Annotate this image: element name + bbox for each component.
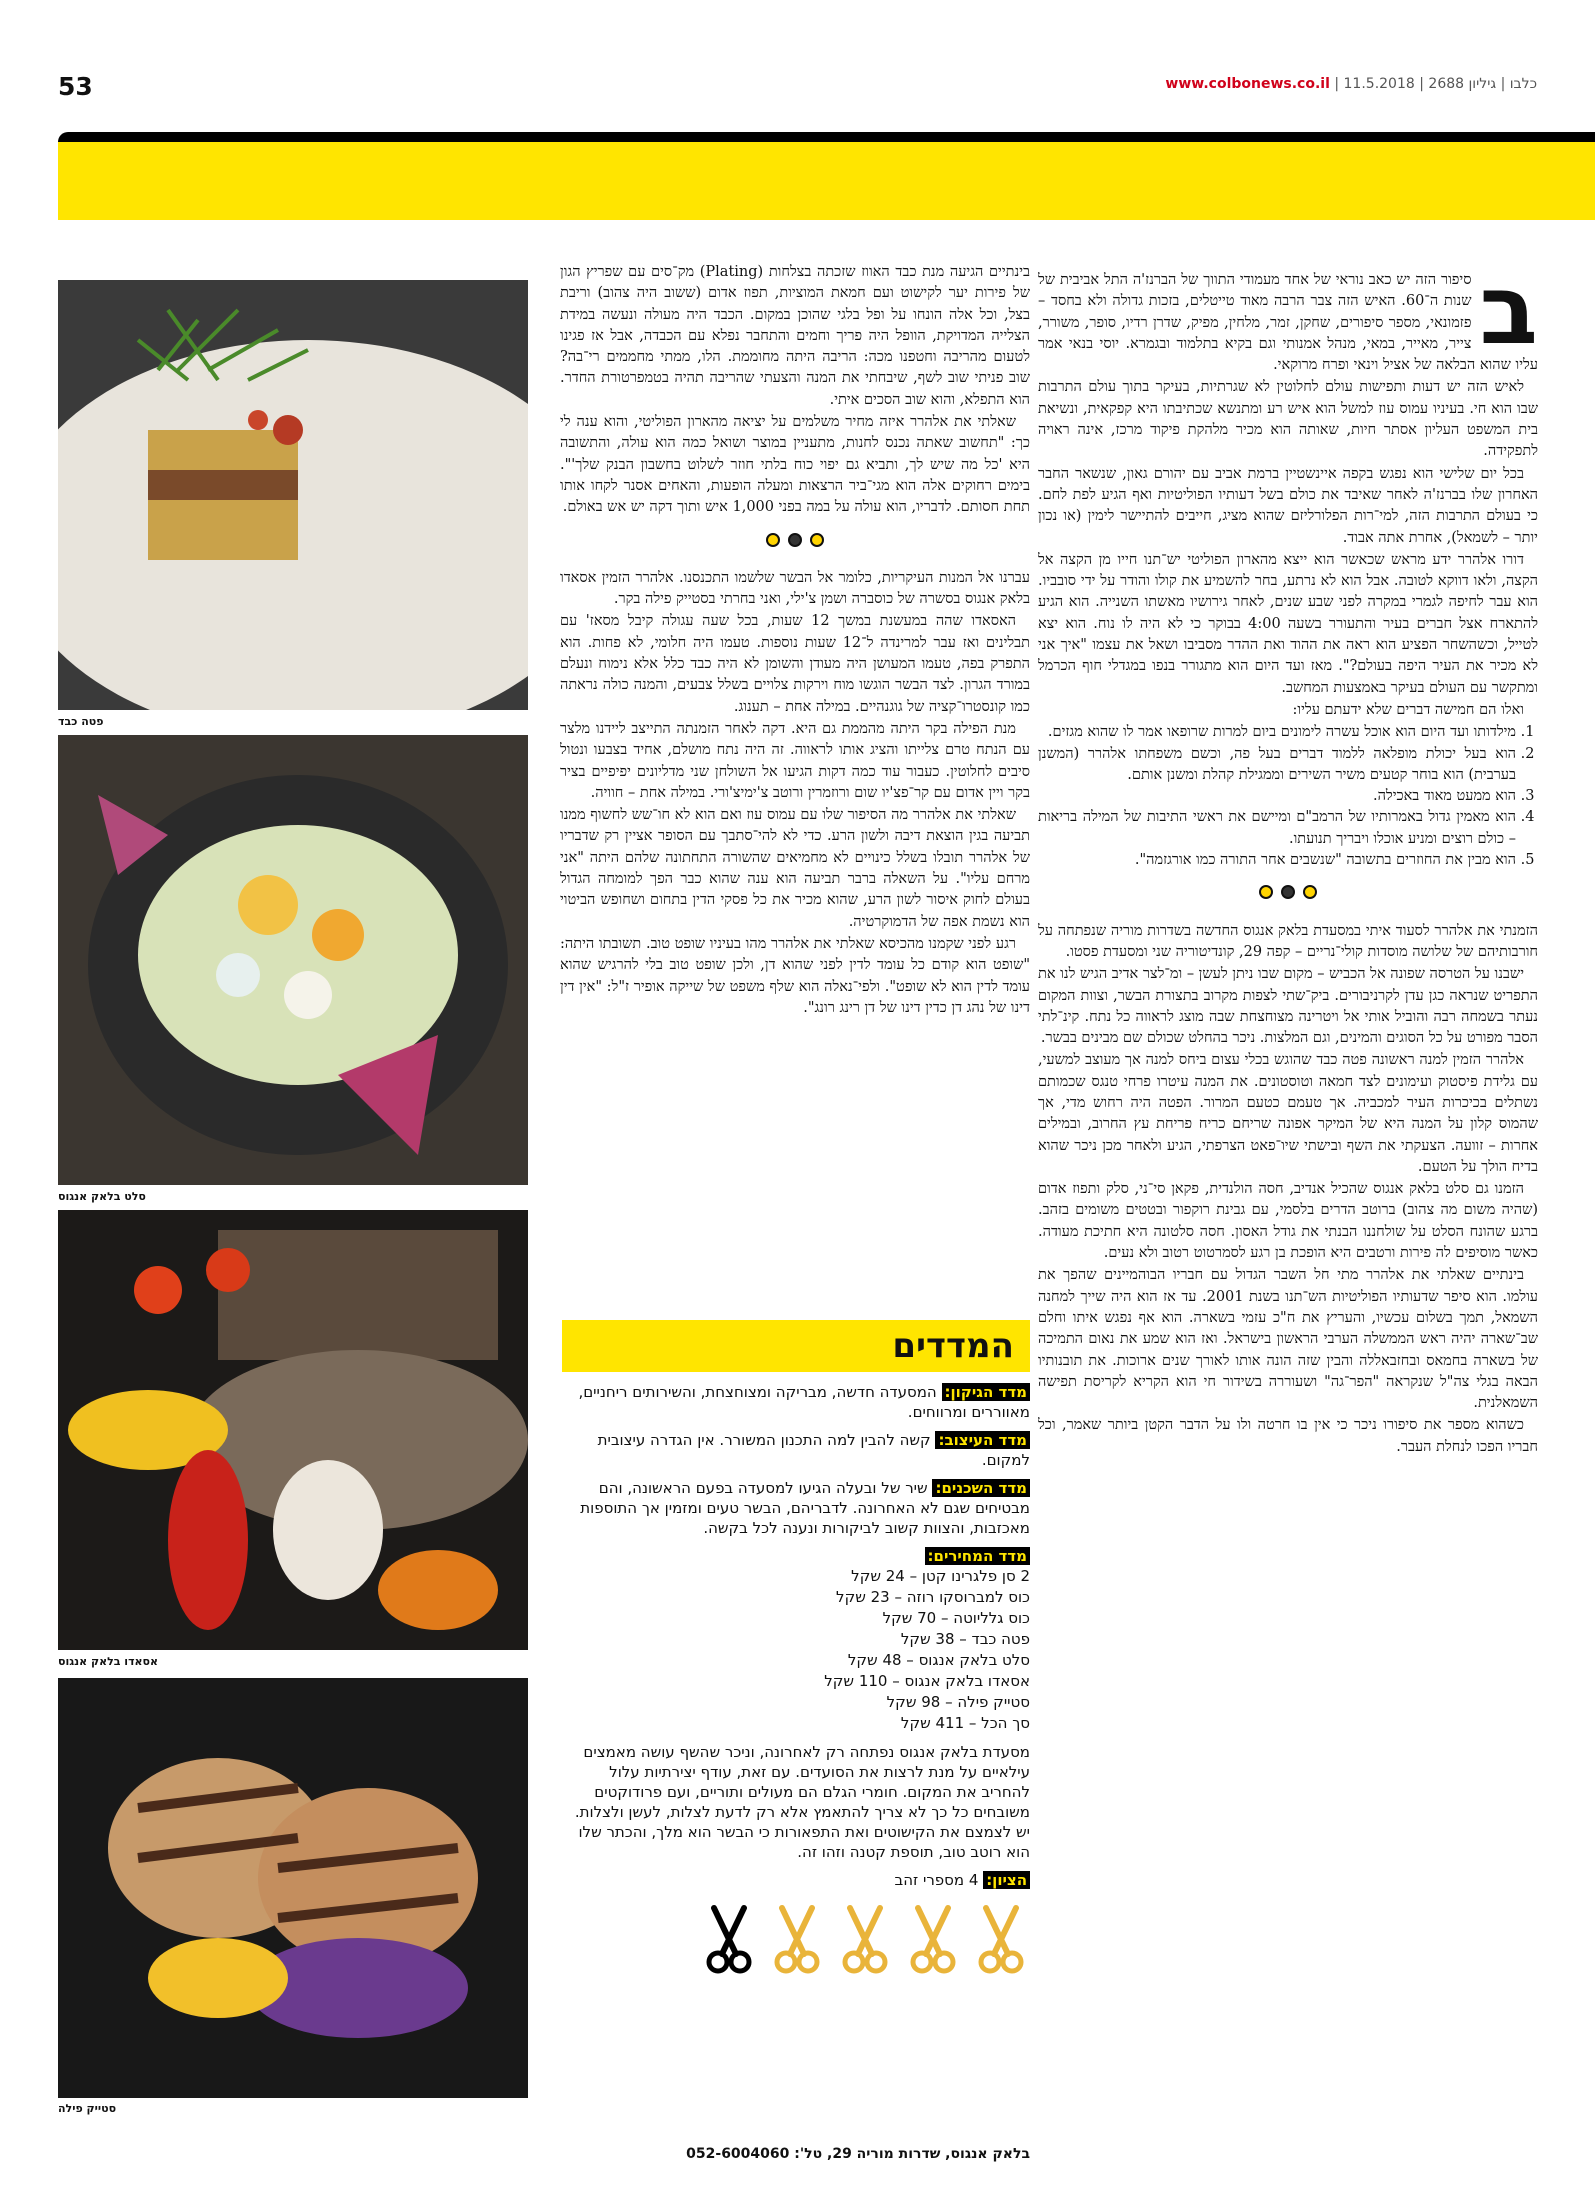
- price-item: כוס למברוסקו רוזה – 23 שקל: [836, 1588, 1030, 1606]
- price-item: 2 סן פלגרינו קטן – 24 שקל: [851, 1567, 1030, 1585]
- section-divider: [560, 533, 1030, 554]
- issue-info: כלבו | גיליון 2688 | 11.5.2018: [1343, 76, 1537, 92]
- paragraph: סיפור הזה יש כאב נוראי של אחד מעמודי התווך של הברנז'ה התל אביבית של שנות ה־60. האיש הזה צבר הרבה מאוד טייטלים, בזכות גדולה ולא בחסד – פזמונאי, מספר סיפורים, שחקן, זמר, מלחין, מפיק, שדרן רדיו, סופר, משורר, צייר, מאייר, במאי, מנהל אמנותי וגם בקיא בתלמוד ובגמרא. יוסי בנאי אמר עליו שהוא הבלאה של אציל וינאי ופרח מרוקאי.: [1038, 272, 1538, 374]
- facts-list: [1038, 722, 1538, 871]
- scissors-gold-icon: [972, 1904, 1030, 1976]
- paragraph: האסאדו שהה במעשנת במשך 12 שעות, בכל שעה עגולה קיבל מסאז' עם תבלינים ואז עבר למרינדה ל־12 שעות נוספות. טעמו היה חלומי, לא פחות. הוא התפרק בפה, טעמו המעושן היה מעודן והשומן לא היה כבד כלל אלא נימוח ונעלם במורד הגרון. לצד הבשר הוגשו מוח וירקות צלויים בשלל צבעים, והמנה כולה נראתה כמו קונסטרו־קציה של גוגנהיים. במילה אחת – תענוג.: [560, 613, 1030, 715]
- criterion-label: מדד השכנים:: [932, 1479, 1030, 1497]
- criterion-text: שיר של ובעלה הגיעו למסעדה בפעם הראשונה, והם מבטיחים שגם לא האחרונה. לדבריהם, הבשר טעים ומזמין אך התוספות מאכזבות, והצוות קשוב לביקורות ונענה לכל בקשה.: [580, 1479, 1030, 1537]
- rating: [562, 1870, 1030, 1890]
- criterion-label: מדד העיצוב:: [935, 1431, 1030, 1449]
- scissors-gold-icon: [836, 1904, 894, 1976]
- criterion-label: מדד הגיקון:: [942, 1383, 1030, 1401]
- paragraph: שאלתי את אלהרר מה הסיפור שלו עם עמוס עוז ואם הוא לא חו־שש לחשוף ממנו תביעה בגין הוצאת דיבה ולשון הרע. כדי לא להי־סתבך עם הסופר אציין רק שדבריו של אלהרר תובלו בשלל כינויים לא מחמיאים שהשורה התחתונה שלהם היתה "אני מרחם עליו". על השאלה ברבר תביעה הוא ענה שהוא כבר הפך למומחה הגדול בעולם לחוק איסור לשון הרע, שהוא מכיר את כל פסקי הדין בתחום ושחופש הביטוי הוא נשמת אפה של הדמוקרטיה.: [560, 807, 1030, 930]
- yellow-banner: [58, 142, 1595, 220]
- paragraph: שאלתי את אלהרר איזה מחיר משלמים על יציאה מהארון הפוליטי, והוא ענה לי כך: "תחשוב שאתה נכנס לחנות, מתעניין במוצר ושואל כמה הוא עולה, והתשובה היא 'כל מה שיש לך, ותביא גם יפוי כוח בלתי חוזר לשלוט בחשבון הבנק שלך'". בימים רחוקים אלה הוא מגי־ביר הרצאות ומעלה הופעות, והאחים אסנר לקחו אותו תחת חסותם. לדבריו, הוא עולה על במה בפני 1,000 איש ותוך דקה יש אש באולם.: [560, 414, 1030, 516]
- paragraph: דורו אלהרר ידע מראש שכאשר הוא ייצא מהארון הפוליטי יש־תנו חייו מן הקצה אל הקצה, ולאו דווקא לטובה. אבל הוא לא נרתע, בחר להשמיע את קולו והודר על ידי סובביו. הוא עבר לחיפה לגמרי במקרה לפני שבע שנים, לאחר גירושיו מאשתו השנייה. הוא הגיע להתארח אצל חברים בעיר והתעורר בשעה 4:00 בבוקר כי לא היה לו נוח. הוא יצא לטייל, וכשהשחר הפציע הוא ראה את ההוד ואת ההדר מסביבו ושאל את עצמו "איך אני לא מכיר את העיר היפה בעולם?". מאז ועד היום הוא מתגורר בנפו במגדלי חוף הכרמל ומתקשר עם העולם בעיקר באמצעות המחשב.: [1038, 551, 1538, 696]
- page-number: 53: [58, 72, 93, 101]
- paragraph: בינתיים הגיעה מנת כבד האווז שזכתה בצלחות (Plating) מק־סים עם שפריץ הגון של פירות יער לקישוט ועם חמאת המוציות, תפוז אדום (ששוב היה צהוב) וריבת בצל, וכל אלה הונחו על ופל בלגי שהוכן במקום. הכבד היה מעולה ונעשה במידת הצלייה המדויקת, הוופל היה פריך וחמים והתחבר נפלא עם הכבדה, אבל אז פגינו לטעום מהריבה וחטפנו מכה: הריבה היתה מחוממת. הלו, ממתי מחממים רי־בה? שוב פניתי שוב לשף, שיבחתי את המנה והצעתי שהריבה תהיה בטמפרטורת החדר. הוא התפלא, והוא שוב הסכים איתי.: [560, 264, 1030, 408]
- list-item: 4. הוא מאמין גדול באמרותיו של הרמב"ם ומיישם את ראשי התיבות של המילה בריאות – כולם רוצים ומניע אוכלו ויבריך תנועתו.: [1038, 807, 1516, 850]
- price-item: אסאדו בלאק אנגוס – 110 שקל: [824, 1672, 1030, 1690]
- photo-caption: סלט בלאק אנגוס: [58, 1190, 146, 1203]
- criterion-neighbors: [562, 1478, 1030, 1538]
- photo-foie-gras: [58, 280, 528, 710]
- photo-caption: סטייק פילה: [58, 2102, 117, 2115]
- article-column-2: [560, 262, 1030, 1302]
- top-black-bar: [58, 132, 1595, 142]
- box-title: המדדים: [562, 1320, 1030, 1372]
- photo-caption: פטה כבד: [58, 715, 104, 728]
- photo-caption: אסאדו בלאק אנגוס: [58, 1655, 159, 1668]
- summary-text: מסעדת בלאק אנגוס נפתחה רק לאחרונה, וניכר שהשף עושה מאמצים עילאיים על מנת לרצות את הסועדים. עם זאת, עודף יצירתיות עלול להחריב את המקום. חומרי הגלם הם מעולים ותוריים, ועם פרודוקטים משובחים כל כך לא צריך להתאמץ אלא רק לדעת לצלות, לעשן ולצלות. יש לצמצם את הקישוטים ואת התפאורות כי הבשר הוא מלך, והכתר שלו הוא רוטב טוב, תוספת קטנה וזהו זה.: [574, 1743, 1030, 1861]
- paragraph: כשהוא מספר את סיפורו ניכר כי אין בו חרטה ולו על הדבר הקטן ביותר שאמר, וכל חבריו הפכו לנחלת העבר.: [1038, 1417, 1538, 1455]
- scissors-gold-icon: [904, 1904, 962, 1976]
- price-item: סטייק פילה – 98 שקל: [886, 1693, 1030, 1711]
- article-column-1: [1038, 270, 1538, 1970]
- paragraph: מנת הפילה בקר היתה מהממת גם היא. דקה לאחר הזמנתה התייצב ליידנו מלצר עם הנתח טרם צלייתו והציג אותו לראווה. זה היה נתח מושלם, אחיד בצבעו ונטול סיבים לחלוטין. כעבור עוד כמה דקות הגיעו אל השולחן שני מדליונים יפיפיים בציר בקר ויין אדום עם קר־פצ'יו שום ורוזמרין ורוטב צ'ימיצ'ורי. במילה אחת – חוויה.: [560, 720, 1030, 801]
- scissors-black-icon: [700, 1904, 758, 1976]
- site-url[interactable]: www.colbonews.co.il: [1165, 76, 1330, 92]
- paragraph: הזמנו גם סלט בלאק אנגוס שהכיל אנדיב, חסה הולנדית, פקאן סי־ני, סלק ותפוז אדום (שהיה משום מה צהוב) ברוטב הדרים בלסמי, עם גבינת רוקפור ובטטים משומים בזהב. ברגע שהונח הסלט על שולחננו הבנתי את גודל האסון. חסה סלטונה היא חתיכת מעודה. כאשר מוסיפים לה פירות ורטבים היא הופכת בן רגע לסמרטוט רטוב ולא נעים.: [1038, 1181, 1538, 1262]
- list-item: 2. הוא בעל יכולת מופלאה ללמוד דברים בעל פה, וכשם משפחתו אלהרר (המשנן בערבית) הוא בוחר קטעים משיר השירים וממגילת קהלת ומשנן אותם.: [1038, 744, 1516, 787]
- criterion-cleanliness: [562, 1382, 1030, 1422]
- rating-scissors: [562, 1904, 1030, 1976]
- list-item: 3. הוא ממעט מאוד באכילה.: [1038, 786, 1516, 807]
- paragraph: עברנו אל המנות העיקריות, כלומר אל הבשר שלשמו התכנסנו. אלהרר הזמין אסאדו בלאק אנגוס בסשרה של כוסברה ושמן צ'ילי, ואני בחרתי בסטייק פילה בקר.: [560, 569, 1030, 608]
- box-body: [562, 1382, 1030, 1976]
- paragraph: לאיש הזה יש דעות ותפישות עולם לחלוטין לא שגרתיות, בעיקר בתוך עולם התרבות שבו הוא חי. בעיניו עמוס עוז למשל הוא איש רע ומתנשא שכתיבתו היא קפקאית, ונשיאת בית המשפט העליון אסתר חיות, שאותה הוא מכיר מלהקת פיקוד מרכז, אינה ראויה לתפקידה.: [1038, 379, 1538, 460]
- rating-label: הציון:: [983, 1871, 1030, 1889]
- drop-cap: ב: [1479, 270, 1538, 366]
- scissors-gold-icon: [768, 1904, 826, 1976]
- paragraph: אלהרר הזמין למנה ראשונה פטה כבד שהוגש בכלי עצום ביחס למנה אך מעוצב למשעי, עם גלידת פיסטוק ועימונים לצד חמאה וטוסטונים. את המנה עיטרו פרחי טנגס שכמותם נשתלים בכיכרות העיר למכביה. אך טעמם כטעם המרור. הפטה היה רחוש מדי, אך שהמוס קלון על המנה היא של המיקר אפונה שריחם כריח פריחת עץ החרוב, ובמילים אחרות – זוועה. הצעקתי את השף ובישתי שיו־פאט הצרפתי, הגיע ולאחר מכן ניכר שהוא בדיח הולך על הטעם.: [1038, 1052, 1538, 1175]
- list-item: 5. הוא מבין את החוזרים בתשובה "שנשבים אחר התורה כמו אורגזמה".: [1038, 850, 1516, 871]
- paragraph: רגע לפני שקמנו מהכיסא שאלתי את אלהרר מהו בעיניו שופט טוב. תשובתו היתה: "שופט הוא קודם כל עומד לדין לפני שהוא דן, ולכן שופט טוב בלי להרגיש שהוא עומד לדין הוא לא שופט". ולפי־נאלה הוא שלף משפט של שייקה אופיר ז"ל: "אין דין דינו של נהג דן כדין דינו של דן רינג רונג".: [560, 935, 1030, 1016]
- criterion-text: קשה להבין למה התכנון המשורר. אין הגדרה עיצובית למקום.: [597, 1431, 1030, 1469]
- photo-salad: [58, 735, 528, 1185]
- price-item: סך הכל – 411 שקל: [900, 1714, 1030, 1732]
- price-item: פטה כבד – 38 שקל: [900, 1630, 1030, 1648]
- price-list: [562, 1546, 1030, 1734]
- ratings-box: [562, 1320, 1030, 1960]
- section-divider: [1038, 885, 1538, 906]
- paragraph: בינתיים שאלתי את אלהרר מתי חל השבר הגדול עם חבריו הבוהמיינים שהפך את עולמו. הוא סיפר שדעותיו הפוליטיות הש־תנו בשנת 2001. עד אז הוא היה שייך למחנה השמאל, תמך בשלום עכשיו, והעריץ את ח"כ עזמי בשארה. הוא אף נפגש איתו וחלם שב־שארה יהיה ראש הממשלה הערבי הראשון בישראל. ואז הוא שמע את נאום התמיכה של בשארה בחמאס ובחזבאללה והבין שזה הונה אותו לאורך שנים ארוכות. את תובנותיו הבאה בגלי צה"ל שנקראה "הפר־גה" ושעוררה בשידור חי הוא הקריא לקריסת תפישה השמאלנית.: [1038, 1267, 1538, 1412]
- price-label: מדד המחירים:: [925, 1547, 1031, 1565]
- restaurant-address: בלאק אנגוס, שדרות מוריה 29, טל': 052-6004060: [686, 2146, 1030, 2162]
- list-item: 1. מילדותו ועד היום הוא אוכל עשרה לימונים ביום למרות שרופאו אמר לו שהוא מגזים.: [1038, 722, 1516, 743]
- paragraph: הזמנתי את אלהרר לסעוד איתי במסעדת בלאק אנגוס החדשה בשדרות מוריה שנפתחה על חורבותיהם של שלושה מוסדות קולי־נריים – קפה 29, קונדיטוריה שני ומסעדת פסטו.: [1038, 922, 1538, 960]
- paragraph: בכל יום שלישי הוא נפגש בקפה איינשטיין ברמת אביב עם יהורם גאון, שנשאר החבר האחרון שלו בברנז'ה לאחר שאיבד את כולם בשל דעותיו הפוליטיות ואף הגיע לפת לחם. כי בעולם התרבות הזה, למי־רות הפלורליזם שהוא מציג, חייבים להתיישר לימין (או נכון יותר – לשמאל), אחרת אתה אבוד.: [1038, 465, 1538, 546]
- paragraph: ישבנו על הטרסה שפונה אל הכביש – מקום שבו ניתן לעשן – ומ־לצר אדיב הגיש לנו את התפריט שנראה כגן עדן לקרניבורים. ביק־שתי לצפות מקרוב בתצורת הבשר, וצוות המקום נעתר בשמחה רבה והוביל אותי אל ויטרינה מצוחצחת שבה מוצג לראווה כל נתח. קינ־לתי הסבר מפורט על כל הסוגים והמינים, וגם המלצות. ניכר בהחלט שכולם שם מבינים בבשר.: [1038, 966, 1538, 1047]
- page-header-info: כלבו | גיליון 2688 | 11.5.2018 | www.colbonews.co.il: [1165, 76, 1537, 92]
- rating-text: 4 מספרי זהב: [894, 1871, 979, 1889]
- photo-asado: [58, 1210, 528, 1650]
- photo-fillet-steak: [58, 1678, 528, 2098]
- criterion-text: המסעדה חדשה, מבריקה ומצוחצחת, והשירותים ריחניים, מאווררים ומרווחים.: [578, 1383, 1030, 1421]
- criterion-design: [562, 1430, 1030, 1470]
- price-item: סלט בלאק אנגוס – 48 שקל: [847, 1651, 1030, 1669]
- price-item: כוס גלליוטה – 70 שקל: [882, 1609, 1030, 1627]
- paragraph: ואלו הם חמישה דברים שלא ידעתם עליו:: [1292, 701, 1524, 718]
